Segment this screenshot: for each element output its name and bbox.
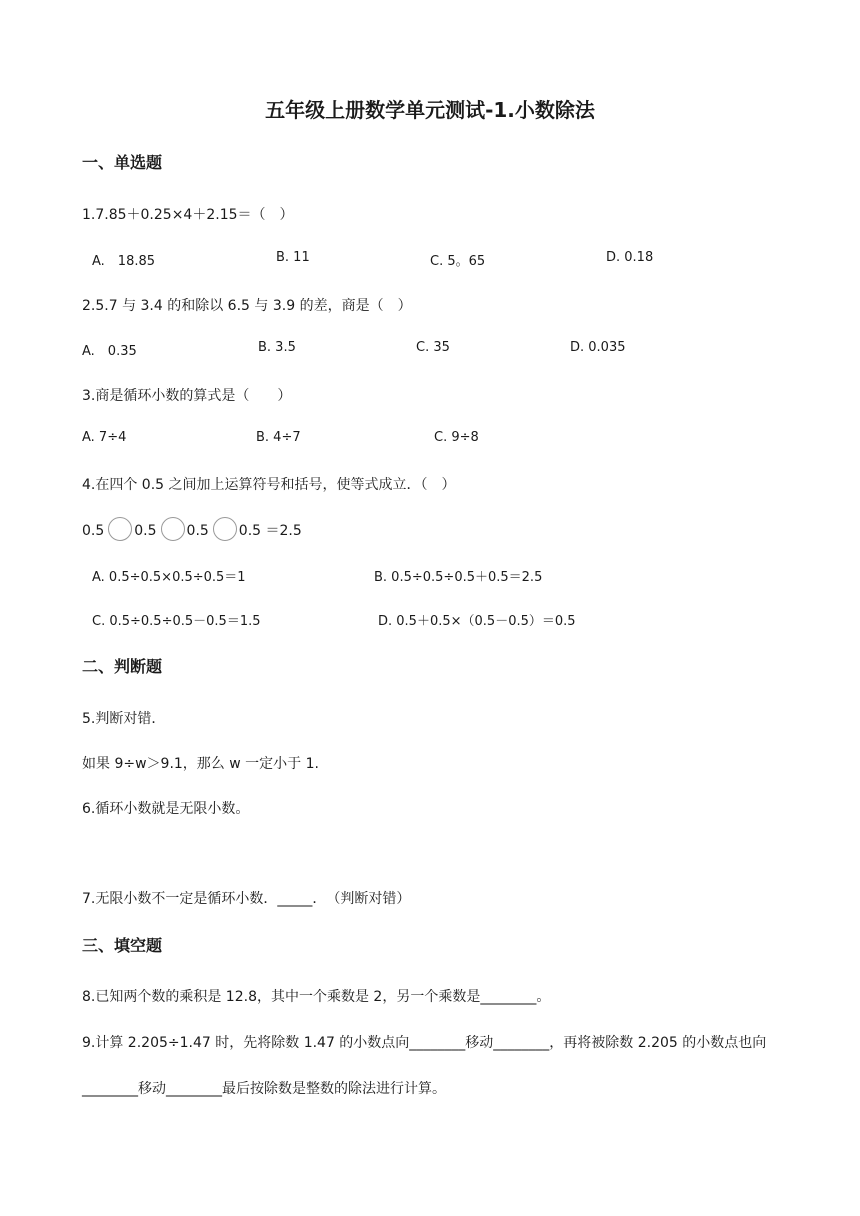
q2-option-a: A. 0.35 xyxy=(82,344,137,359)
q2-option-b: B. 3.5 xyxy=(258,340,296,355)
q4-option-d: D. 0.5＋0.5×（0.5－0.5）＝0.5 xyxy=(378,614,576,629)
section-heading-true-false: 二、判断题 xyxy=(82,657,163,676)
q4-option-a: A. 0.5÷0.5×0.5÷0.5＝1 xyxy=(92,570,246,585)
section-heading-single-choice: 一、单选题 xyxy=(82,153,163,172)
q4-option-b: B. 0.5÷0.5÷0.5＋0.5＝2.5 xyxy=(374,570,543,585)
question-8: 8.已知两个数的乘积是 12.8，其中一个乘数是 2，另一个乘数是________。 xyxy=(82,989,551,1005)
q4-option-c: C. 0.5÷0.5÷0.5－0.5＝1.5 xyxy=(92,614,261,629)
question-2: 2.5.7 与 3.4 的和除以 6.5 与 3.9 的差，商是（ ） xyxy=(82,298,412,314)
q1-option-a: A. 18.85 xyxy=(92,254,156,269)
question-5-statement: 如果 9÷w＞9.1，那么 w 一定小于 1. xyxy=(82,756,319,772)
operator-blank-circle xyxy=(161,517,185,541)
section-heading-fill-blank: 三、填空题 xyxy=(82,936,163,955)
q1-option-c: C. 5。65 xyxy=(430,254,486,269)
operator-blank-circle xyxy=(108,517,132,541)
q1-option-b: B. 11 xyxy=(276,250,310,265)
operator-blank-circle xyxy=(213,517,237,541)
q2-option-c: C. 35 xyxy=(416,340,450,355)
q4-expr-term-4: 0.5 ＝2.5 xyxy=(238,523,302,539)
question-1: 1.7.85＋0.25×4＋2.15＝（ ） xyxy=(82,207,294,223)
question-3: 3.商是循环小数的算式是（ ） xyxy=(82,388,292,404)
q4-expr-term-1: 0.5 xyxy=(82,523,105,539)
q4-expression xyxy=(82,519,302,543)
q4-expr-term-3: 0.5 xyxy=(186,523,209,539)
q3-option-a: A. 7÷4 xyxy=(82,430,127,445)
q3-option-b: B. 4÷7 xyxy=(256,430,301,445)
question-4: 4.在四个 0.5 之间加上运算符号和括号，使等式成立．（ ） xyxy=(82,477,456,493)
q3-option-c: C. 9÷8 xyxy=(434,430,479,445)
page-title: 五年级上册数学单元测试-1.小数除法 xyxy=(265,98,595,122)
q2-option-d: D. 0.035 xyxy=(570,340,626,355)
question-9-line-1: 9.计算 2.205÷1.47 时，先将除数 1.47 的小数点向________移动________，再将被除数 2.205 的小数点也向 xyxy=(82,1035,767,1051)
question-6: 6.循环小数就是无限小数。 xyxy=(82,801,250,817)
q1-option-d: D. 0.18 xyxy=(606,250,654,265)
question-7: 7.无限小数不一定是循环小数．_____． （判断对错） xyxy=(82,891,411,907)
question-9-line-2: ________移动________最后按除数是整数的除法进行计算。 xyxy=(82,1081,446,1097)
q4-expr-term-2: 0.5 xyxy=(134,523,157,539)
question-5: 5.判断对错． xyxy=(82,711,166,727)
